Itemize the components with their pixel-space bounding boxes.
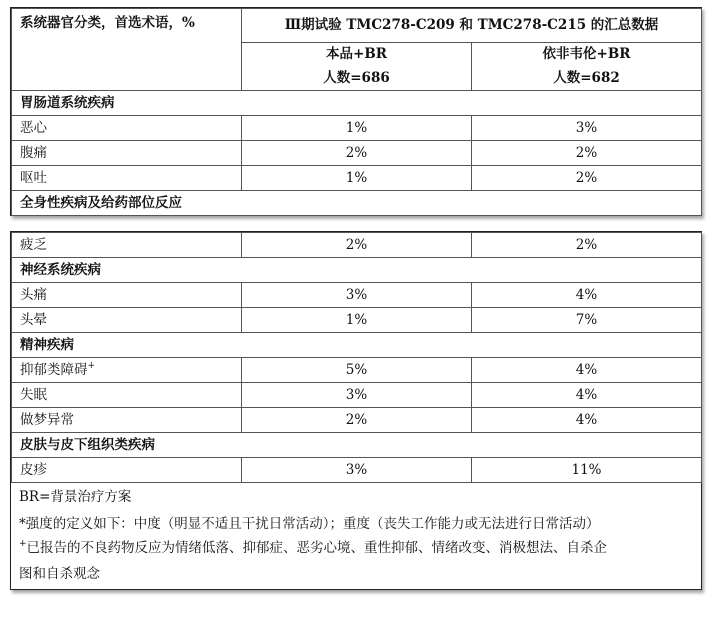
note-br: BR=背景治疗方案 [19,489,132,505]
arm1-value: 1% [242,116,472,141]
category-label: 全身性疾病及给药部位反应 [12,191,702,216]
category-label: 神经系统疾病 [12,258,702,283]
arm1-n: 人数=686 [323,70,390,86]
category-row [12,91,702,116]
dagger-mark: + [19,539,27,549]
arm1-value: 2% [242,408,472,433]
arm2-value: 2% [472,233,702,258]
note-adr-text1: 已报告的不良药物反应为情绪低落、抑郁症、恶劣心境、重性抑郁、情绪改变、消极想法、自杀企 [26,540,608,556]
table-row [12,408,702,433]
category-row [12,433,702,458]
table-row [12,458,702,483]
term-cell [12,358,242,383]
arm1-value: 3% [242,458,472,483]
adverse-reactions-table-part1 [11,8,702,216]
arm2-value: 4% [472,383,702,408]
table-row [12,233,702,258]
term-cell [12,458,242,483]
term-text: 失眠 [20,386,47,403]
arm2-value: 4% [472,408,702,433]
term-text: 做梦异常 [20,411,74,428]
term-text: 皮疹 [20,461,47,478]
term-cell [12,283,242,308]
note-adr-line1 [19,540,607,557]
category-row [12,258,702,283]
table-sheet-bottom [10,231,702,590]
table-row [12,383,702,408]
header-col1: 系统器官分类，首选术语，% [12,9,242,91]
term-text: 头晕 [20,311,47,328]
arm1-value: 2% [242,233,472,258]
arm1-value: 5% [242,358,472,383]
table-body-part1 [12,91,702,216]
note-severity: *强度的定义如下：中度（明显不适且干扰日常活动）；重度（丧失工作能力或无法进行日常活动） [19,516,600,532]
table-row [12,283,702,308]
note-adr-line2: 图和自杀观念 [19,566,100,582]
header-arm1 [242,43,472,91]
arm1-value: 1% [242,308,472,333]
term-text: 抑郁类障碍 [20,361,88,378]
adverse-reactions-table-part2 [11,232,702,483]
term-text: 头痛 [20,286,47,303]
category-label: 胃肠道系统疾病 [12,91,702,116]
table-row [12,166,702,191]
arm2-value: 7% [472,308,702,333]
term-text: 疲乏 [20,236,47,253]
term-text: 恶心 [20,119,47,136]
category-label: 皮肤与皮下组织类疾病 [12,433,702,458]
table-row [12,116,702,141]
term-text: 腹痛 [20,144,47,161]
arm2-value: 4% [472,283,702,308]
arm2-value: 11% [472,458,702,483]
arm1-value: 3% [242,383,472,408]
arm2-value: 2% [472,141,702,166]
category-row [12,333,702,358]
term-cell [12,308,242,333]
category-row [12,191,702,216]
term-cell [12,116,242,141]
arm1-value: 3% [242,283,472,308]
header-arm2 [472,43,702,91]
table-body-part2 [12,233,702,483]
term-cell [12,408,242,433]
term-text: 呕吐 [20,169,47,186]
table-row [12,358,702,383]
category-label: 精神疾病 [12,333,702,358]
term-cell [12,166,242,191]
term-cell [12,141,242,166]
header-trial-title: Ⅲ期试验 TMC278-C209 和 TMC278-C215 的汇总数据 [242,9,702,43]
arm2-value: 3% [472,116,702,141]
term-cell [12,233,242,258]
table-row [12,141,702,166]
arm2-value: 2% [472,166,702,191]
arm1-value: 1% [242,166,472,191]
term-footnote-mark: + [87,360,96,371]
arm2-n: 人数=682 [553,70,620,86]
table-row [12,308,702,333]
arm1-value: 2% [242,141,472,166]
table-sheet-top [10,7,702,216]
arm1-name: 本品+BR [326,46,387,62]
arm2-value: 4% [472,358,702,383]
term-cell [12,383,242,408]
arm2-name: 依非韦伦+BR [542,46,631,62]
